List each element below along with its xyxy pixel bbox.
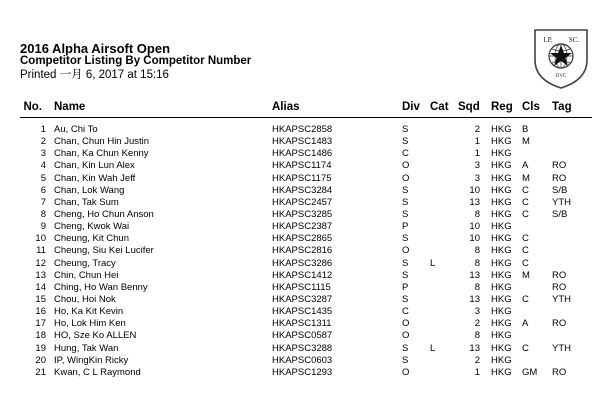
cell-alias: HKAPSC1293 xyxy=(272,366,333,378)
cell-tag: RO xyxy=(552,281,567,293)
cell-div: S xyxy=(402,233,409,245)
cell-reg: HKG xyxy=(491,208,512,220)
table-row xyxy=(0,343,612,355)
cell-sqd: 3 xyxy=(474,172,480,184)
cell-div: O xyxy=(402,245,410,257)
cell-name: Chin, Chun Hei xyxy=(54,269,119,281)
table-row xyxy=(0,124,612,136)
table-row xyxy=(0,355,612,367)
cell-reg: HKG xyxy=(491,172,512,184)
cell-reg: HKG xyxy=(491,306,512,318)
cell-name: Cheung, Siu Kei Lucifer xyxy=(54,245,154,257)
cell-no: 2 xyxy=(40,136,46,148)
cell-div: S xyxy=(402,124,409,135)
cell-cls: C xyxy=(522,342,529,354)
cell-no: 13 xyxy=(35,269,46,281)
cell-alias: HKAPSC1412 xyxy=(272,269,333,281)
table-row xyxy=(0,221,612,233)
cell-sqd: 1 xyxy=(474,148,480,160)
cell-tag: S/B xyxy=(552,208,568,220)
cell-cls: A xyxy=(522,318,529,330)
cell-alias: HKAPSC0587 xyxy=(272,330,333,342)
table-row xyxy=(0,185,612,197)
cell-no: 17 xyxy=(35,318,46,330)
cell-alias: HKAPSC2816 xyxy=(272,245,333,257)
cell-tag: RO xyxy=(552,172,567,184)
cell-alias: HKAPSC2858 xyxy=(272,124,333,135)
cell-no: 7 xyxy=(40,196,46,208)
cell-div: S xyxy=(402,269,409,281)
cell-name: Chou, Hoi Nok xyxy=(54,293,116,305)
cell-tag: YTH xyxy=(552,196,571,208)
cell-name: IP, WingKin Ricky xyxy=(54,354,129,366)
table-row xyxy=(0,330,612,342)
cell-alias: HKAPSC1311 xyxy=(272,318,332,330)
cell-cat: L xyxy=(430,342,436,354)
cell-name: Ho, Lok Him Ken xyxy=(54,318,126,330)
cell-tag: S/B xyxy=(552,184,568,196)
cell-sqd: 8 xyxy=(474,208,480,220)
cell-div: S xyxy=(402,293,409,305)
cell-reg: HKG xyxy=(491,196,512,208)
cell-name: Chan, Ka Chun Kenny xyxy=(54,148,149,160)
cell-reg: HKG xyxy=(491,221,512,233)
cell-no: 3 xyxy=(40,148,46,160)
cell-reg: HKG xyxy=(491,366,512,378)
logo-text-bottom: DVC xyxy=(555,74,567,79)
cell-div: P xyxy=(402,221,409,233)
cell-div: S xyxy=(402,184,409,196)
cell-cls: C xyxy=(522,184,529,196)
cell-reg: HKG xyxy=(491,342,512,354)
cell-no: 15 xyxy=(35,293,46,305)
cell-reg: HKG xyxy=(491,293,512,305)
column-header-tag: Tag xyxy=(552,101,572,113)
cell-reg: HKG xyxy=(491,233,512,245)
logo-text-right: SC. xyxy=(568,36,580,44)
cell-name: Chan, Tak Sum xyxy=(54,196,119,208)
cell-div: O xyxy=(402,318,410,330)
cell-sqd: 2 xyxy=(474,318,480,330)
ipsc-logo-icon xyxy=(531,24,591,90)
cell-alias: HKAPSC2457 xyxy=(272,196,333,208)
cell-cls: C xyxy=(522,245,529,257)
table-row xyxy=(0,148,612,160)
cell-cls: M xyxy=(522,172,530,184)
cell-no: 12 xyxy=(35,257,46,269)
logo-text-left: I.P. xyxy=(543,36,553,44)
cell-tag: YTH xyxy=(552,342,571,354)
table-row xyxy=(0,294,612,306)
cell-alias: HKAPSC1174 xyxy=(272,160,332,172)
cell-cls: C xyxy=(522,257,529,269)
cell-sqd: 8 xyxy=(474,257,480,269)
table-row xyxy=(0,233,612,245)
table-row xyxy=(0,136,612,148)
report-subtitle: Competitor Listing By Competitor Number xyxy=(20,55,252,67)
cell-no: 5 xyxy=(40,172,46,184)
cell-div: O xyxy=(402,160,410,172)
cell-no: 1 xyxy=(40,124,46,135)
cell-sqd: 13 xyxy=(469,196,480,208)
column-header-div: Div xyxy=(402,101,420,113)
cell-name: Chan, Lok Wang xyxy=(54,184,125,196)
cell-cls: C xyxy=(522,233,529,245)
cell-alias: HKAPSC3285 xyxy=(272,208,333,220)
cell-alias: HKAPSC1175 xyxy=(272,172,332,184)
cell-cat: L xyxy=(430,257,436,269)
cell-div: S xyxy=(402,354,409,366)
cell-name: Cheng, Ho Chun Anson xyxy=(54,208,154,220)
report-title: 2016 Alpha Airsoft Open xyxy=(20,41,171,56)
cell-cls: A xyxy=(522,160,529,172)
cell-alias: HKAPSC0603 xyxy=(272,354,333,366)
table-row xyxy=(0,282,612,294)
cell-name: Chan, Chun Hin Justin xyxy=(54,136,150,148)
cell-sqd: 1 xyxy=(474,136,480,148)
cell-name: Chan, Kin Lun Alex xyxy=(54,160,135,172)
header-divider xyxy=(20,117,592,118)
cell-name: Hung, Tak Wan xyxy=(54,342,119,354)
cell-cls: B xyxy=(522,124,529,135)
cell-no: 6 xyxy=(40,184,46,196)
cell-alias: HKAPSC1483 xyxy=(272,136,333,148)
cell-reg: HKG xyxy=(491,318,512,330)
cell-no: 14 xyxy=(35,281,46,293)
column-header-name: Name xyxy=(54,101,86,113)
cell-div: O xyxy=(402,366,410,378)
table-row xyxy=(0,197,612,209)
cell-reg: HKG xyxy=(491,245,512,257)
cell-no: 18 xyxy=(35,330,46,342)
cell-no: 16 xyxy=(35,306,46,318)
cell-reg: HKG xyxy=(491,148,512,160)
cell-div: S xyxy=(402,208,409,220)
cell-reg: HKG xyxy=(491,124,512,135)
cell-reg: HKG xyxy=(491,281,512,293)
cell-tag: RO xyxy=(552,318,567,330)
cell-div: C xyxy=(402,148,409,160)
cell-name: Kwan, C L Raymond xyxy=(54,366,141,378)
column-header-alias: Alias xyxy=(272,101,300,113)
cell-name: Cheung, Tracy xyxy=(54,257,116,269)
table-row xyxy=(0,209,612,221)
table-row xyxy=(0,270,612,282)
cell-name: Cheng, Kwok Wai xyxy=(54,221,130,233)
cell-tag: RO xyxy=(552,160,567,172)
cell-cls: C xyxy=(522,208,529,220)
cell-name: Ho, Ka Kit Kevin xyxy=(54,306,124,318)
competitor-table xyxy=(0,124,612,379)
column-header-cat: Cat xyxy=(430,101,449,113)
table-row xyxy=(0,160,612,172)
cell-div: O xyxy=(402,172,410,184)
cell-alias: HKAPSC3287 xyxy=(272,293,333,305)
cell-no: 4 xyxy=(40,160,46,172)
cell-sqd: 13 xyxy=(469,293,480,305)
cell-sqd: 8 xyxy=(474,281,480,293)
cell-sqd: 3 xyxy=(474,160,480,172)
cell-alias: HKAPSC3286 xyxy=(272,257,333,269)
cell-reg: HKG xyxy=(491,184,512,196)
cell-name: HO, Sze Ko ALLEN xyxy=(54,330,137,342)
cell-no: 10 xyxy=(35,233,46,245)
cell-div: P xyxy=(402,281,409,293)
table-row xyxy=(0,306,612,318)
column-header-cls: Cls xyxy=(522,101,540,113)
cell-no: 20 xyxy=(35,354,46,366)
cell-name: Ching, Ho Wan Benny xyxy=(54,281,148,293)
cell-sqd: 2 xyxy=(474,124,480,135)
cell-sqd: 8 xyxy=(474,330,480,342)
cell-reg: HKG xyxy=(491,269,512,281)
cell-no: 8 xyxy=(40,208,46,220)
cell-tag: RO xyxy=(552,269,567,281)
cell-name: Cheung, Kit Chun xyxy=(54,233,129,245)
cell-no: 19 xyxy=(35,342,46,354)
printed-timestamp: Printed 一月 6, 2017 at 15:16 xyxy=(20,69,169,81)
cell-tag: RO xyxy=(552,366,567,378)
cell-sqd: 13 xyxy=(469,269,480,281)
cell-alias: HKAPSC1435 xyxy=(272,306,333,318)
cell-div: O xyxy=(402,330,410,342)
cell-sqd: 2 xyxy=(474,354,480,366)
cell-cls: GM xyxy=(522,366,538,378)
cell-sqd: 13 xyxy=(469,342,480,354)
cell-alias: HKAPSC1486 xyxy=(272,148,333,160)
column-header-reg: Reg xyxy=(491,101,513,113)
cell-reg: HKG xyxy=(491,160,512,172)
cell-alias: HKAPSC1115 xyxy=(272,281,331,293)
cell-sqd: 3 xyxy=(474,306,480,318)
cell-sqd: 10 xyxy=(469,221,480,233)
cell-alias: HKAPSC2387 xyxy=(272,221,333,233)
cell-div: S xyxy=(402,342,409,354)
cell-cls: C xyxy=(522,196,529,208)
table-row xyxy=(0,367,612,379)
table-row xyxy=(0,173,612,185)
cell-cls: M xyxy=(522,269,530,281)
cell-no: 11 xyxy=(36,245,46,257)
cell-sqd: 10 xyxy=(469,184,480,196)
cell-div: S xyxy=(402,136,409,148)
cell-sqd: 10 xyxy=(469,233,480,245)
table-row xyxy=(0,258,612,270)
cell-div: S xyxy=(402,257,409,269)
cell-div: S xyxy=(402,196,409,208)
cell-name: Chan, Kin Wah Jeff xyxy=(54,172,136,184)
cell-reg: HKG xyxy=(491,330,512,342)
cell-reg: HKG xyxy=(491,136,512,148)
table-row xyxy=(0,318,612,330)
cell-alias: HKAPSC3288 xyxy=(272,342,333,354)
cell-no: 9 xyxy=(40,221,46,233)
cell-reg: HKG xyxy=(491,354,512,366)
cell-tag: YTH xyxy=(552,293,571,305)
cell-cls: C xyxy=(522,293,529,305)
cell-alias: HKAPSC3284 xyxy=(272,184,333,196)
cell-div: C xyxy=(402,306,409,318)
column-header-sqd: Sqd xyxy=(458,101,480,113)
cell-sqd: 1 xyxy=(474,366,480,378)
column-header-no: No. xyxy=(23,101,42,113)
cell-reg: HKG xyxy=(491,257,512,269)
cell-alias: HKAPSC2865 xyxy=(272,233,333,245)
table-row xyxy=(0,245,612,257)
cell-no: 21 xyxy=(35,366,46,378)
cell-sqd: 8 xyxy=(474,245,480,257)
table-header xyxy=(0,101,612,115)
cell-cls: M xyxy=(522,136,530,148)
cell-name: Au, Chi To xyxy=(54,124,98,135)
